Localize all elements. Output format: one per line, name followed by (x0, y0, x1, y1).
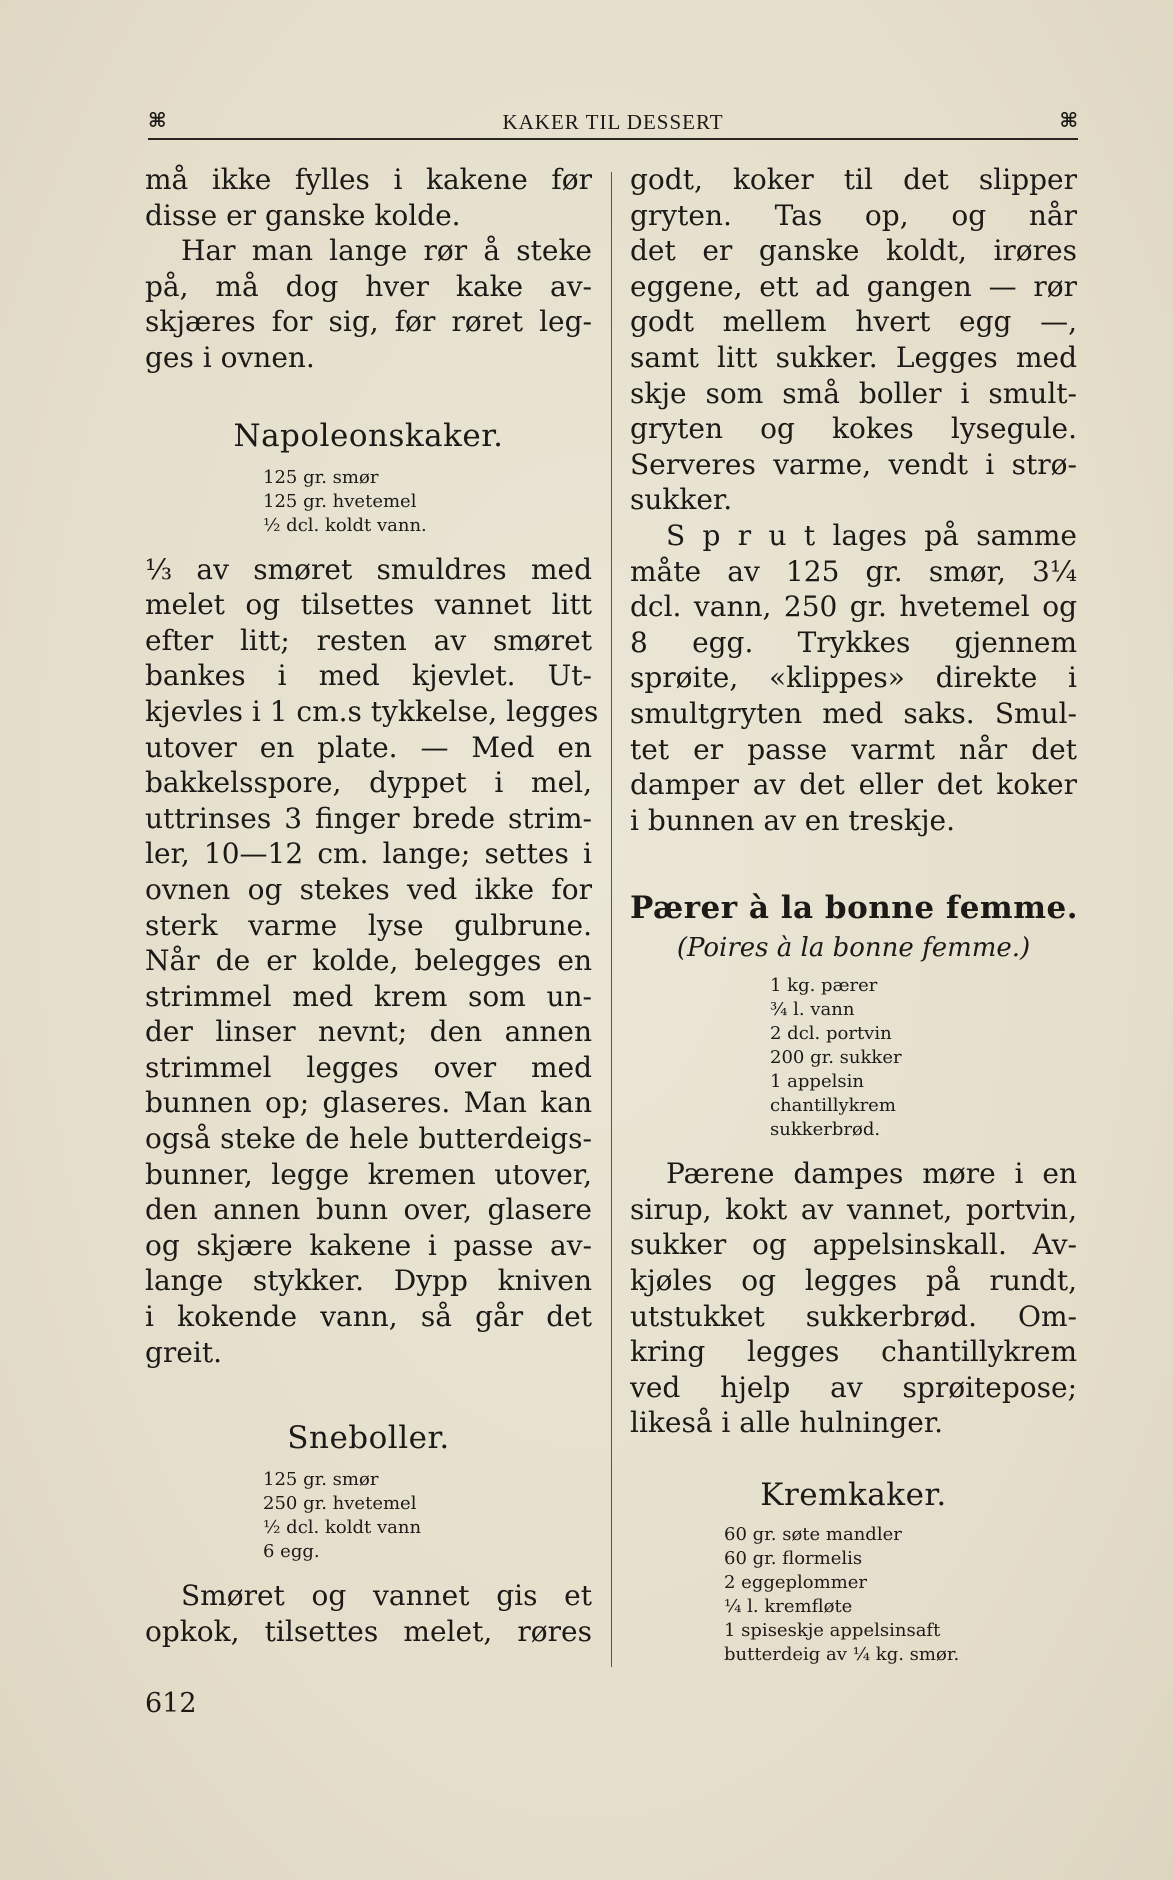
text-line: ges i ovnen. (145, 340, 315, 374)
spacer (145, 1370, 592, 1416)
recipe-text (630, 1156, 1077, 1441)
ornament-icon: ⌘ (148, 108, 167, 132)
text-line: bunnen op; glaseres. Man kan (145, 1086, 592, 1120)
text-line: også steke de hele butterdeigs- (145, 1122, 592, 1156)
recipe-heading-paerer: Pærer à la bonne femme. (630, 890, 1079, 927)
ingredient: 60 gr. søte mandler (724, 1524, 902, 1546)
text-line: i bunnen av en treskje. (630, 803, 955, 837)
ingredient: ½ dcl. koldt vann (263, 1517, 422, 1539)
ingredient: 125 gr. smør (263, 1469, 379, 1491)
text-line: Pærene dampes møre i en (666, 1157, 1077, 1191)
recipe-subheading: (Poires à la bonne femme.) (676, 933, 1031, 964)
ingredient: 125 gr. smør (263, 466, 379, 488)
spacer (145, 376, 592, 414)
text-line: gryten. Tas op, og når (630, 198, 1077, 232)
ingredient: 250 gr. hvetemel (263, 1493, 417, 1515)
text-line: ved hjelp av sprøitepose; (630, 1370, 1077, 1404)
text-line: Når de er kolde, belegges en (145, 944, 592, 978)
text-line: bankes i med kjevlet. Ut- (145, 659, 592, 693)
ingredient-list (145, 458, 592, 552)
text-line: kjøles og legges på rundt, (630, 1264, 1077, 1298)
page-number: 612 (145, 1688, 197, 1719)
ingredient: 60 gr. flormelis (724, 1548, 863, 1570)
text-line: strimmel legges over med (145, 1050, 592, 1084)
ingredient: ½ dcl. koldt vann. (263, 514, 427, 536)
text-line: opkok, tilsettes melet, røres (145, 1614, 592, 1648)
text-line: i kokende vann, så går det (145, 1300, 592, 1334)
text-line: det er ganske koldt, irøres (630, 234, 1077, 268)
right-column (630, 162, 1077, 1681)
text-line: Har man lange rør å steke (181, 234, 592, 268)
ingredient: 6 egg. (263, 1541, 320, 1563)
ingredient: chantillykrem (770, 1095, 896, 1117)
running-title: KAKER TIL DESSERT (502, 110, 724, 134)
left-column (145, 162, 599, 1649)
text-line: den annen bunn over, glasere (145, 1193, 592, 1227)
text-line: utstukket sukkerbrød. Om- (630, 1299, 1077, 1333)
text-line: lange stykker. Dypp kniven (145, 1264, 592, 1298)
text-line: sprøite, «klippes» direkte i (630, 661, 1077, 695)
intro-paragraph (145, 162, 592, 376)
text-line: skje som små boller i smult- (630, 376, 1077, 410)
ingredient: 2 dcl. portvin (770, 1023, 892, 1045)
text-line: bunner, legge kremen utover, (145, 1157, 592, 1191)
text-line: skjæres for sig, før røret leg- (145, 305, 592, 339)
text-line: måte av 125 gr. smør, 3¼ (630, 554, 1077, 588)
text-line: gryten og kokes lysegule. (630, 412, 1077, 446)
text-line: Smøret og vannet gis et (181, 1579, 592, 1613)
recipe-heading-kremkaker: Kremkaker. (760, 1477, 947, 1514)
text-line: ovnen og stekes ved ikke for (145, 872, 592, 906)
continued-paragraph (630, 162, 1077, 518)
text-line: strimmel med krem som un- (145, 979, 592, 1013)
ornament-icon: ⌘ (1059, 108, 1078, 132)
text-line: kjevles i 1 cm.s tykkelse, legges (145, 694, 599, 728)
text-line: 8 egg. Trykkes gjennem (630, 625, 1077, 659)
ingredient-list (630, 966, 1077, 1156)
text-line: på, må dog hver kake av- (145, 269, 592, 303)
text-line: disse er ganske kolde. (145, 198, 461, 232)
column-divider (611, 172, 612, 1667)
text-line: sterk varme lyse gulbrune. (145, 908, 592, 942)
text-line: S p r u t lages på samme (666, 518, 1077, 552)
ingredient: butterdeig av ¼ kg. smør. (724, 1644, 960, 1666)
ingredient: ¾ l. vann (770, 999, 855, 1021)
text-line: samt litt sukker. Legges med (630, 340, 1077, 374)
ingredient: ¼ l. kremfløte (724, 1596, 853, 1618)
text-line: efter litt; resten av smøret (145, 623, 592, 657)
ingredient-list (630, 1517, 1077, 1681)
text-line: og skjære kakene i passe av- (145, 1228, 592, 1262)
text-line: ⅓ av smøret smuldres med (145, 552, 592, 586)
ingredient: 1 kg. pærer (770, 975, 878, 997)
sprut-paragraph (630, 518, 1077, 838)
text-line: sirup, kokt av vannet, portvin, (630, 1192, 1077, 1226)
ingredient: 200 gr. sukker (770, 1047, 902, 1069)
text-line: utover en plate. — Med en (145, 730, 592, 764)
text-line: bakkelsspore, dyppet i mel, (145, 766, 592, 800)
text-line: greit. (145, 1335, 222, 1369)
ingredient: 1 spiseskje appelsinsaft (724, 1620, 941, 1642)
text-line: Serveres varme, vendt i strø- (630, 447, 1077, 481)
recipe-heading-sneboller: Sneboller. (287, 1420, 450, 1457)
text-line: der linser nevnt; den annen (145, 1015, 592, 1049)
text-line: melet og tilsettes vannet litt (145, 588, 592, 622)
text-line: sukker. (630, 483, 733, 517)
recipe-text (145, 552, 599, 1371)
text-line: godt mellem hvert egg —, (630, 305, 1077, 339)
ingredient: 1 appelsin (770, 1071, 864, 1093)
text-line: damper av det eller det koker (630, 768, 1077, 802)
text-line: uttrinses 3 finger brede strim- (145, 801, 592, 835)
text-line: smultgryten med saks. Smul- (630, 696, 1077, 730)
ingredient: 125 gr. hvetemel (263, 490, 417, 512)
ingredient: 2 eggeplommer (724, 1572, 868, 1594)
text-line: dcl. vann, 250 gr. hvetemel og (630, 590, 1077, 624)
text-line: likeså i alle hulninger. (630, 1406, 944, 1440)
spacer (630, 838, 1077, 886)
text-line: må ikke fylles i kakene før (145, 163, 592, 196)
ingredient-list (145, 1460, 592, 1578)
text-line: kring legges chantillykrem (630, 1335, 1077, 1369)
recipe-text (145, 1578, 592, 1649)
text-line: tet er passe varmt når det (630, 732, 1077, 766)
text-line: eggene, ett ad gangen — rør (630, 269, 1077, 303)
text-line: sukker og appelsinskall. Av- (630, 1228, 1077, 1262)
recipe-heading-napoleonskaker: Napoleonskaker. (233, 417, 504, 454)
ingredient: sukkerbrød. (770, 1119, 881, 1141)
spacer (630, 1441, 1077, 1473)
running-header (148, 106, 1078, 140)
text-line: ler, 10—12 cm. lange; settes i (145, 837, 592, 871)
text-line: godt, koker til det slipper (630, 163, 1077, 196)
